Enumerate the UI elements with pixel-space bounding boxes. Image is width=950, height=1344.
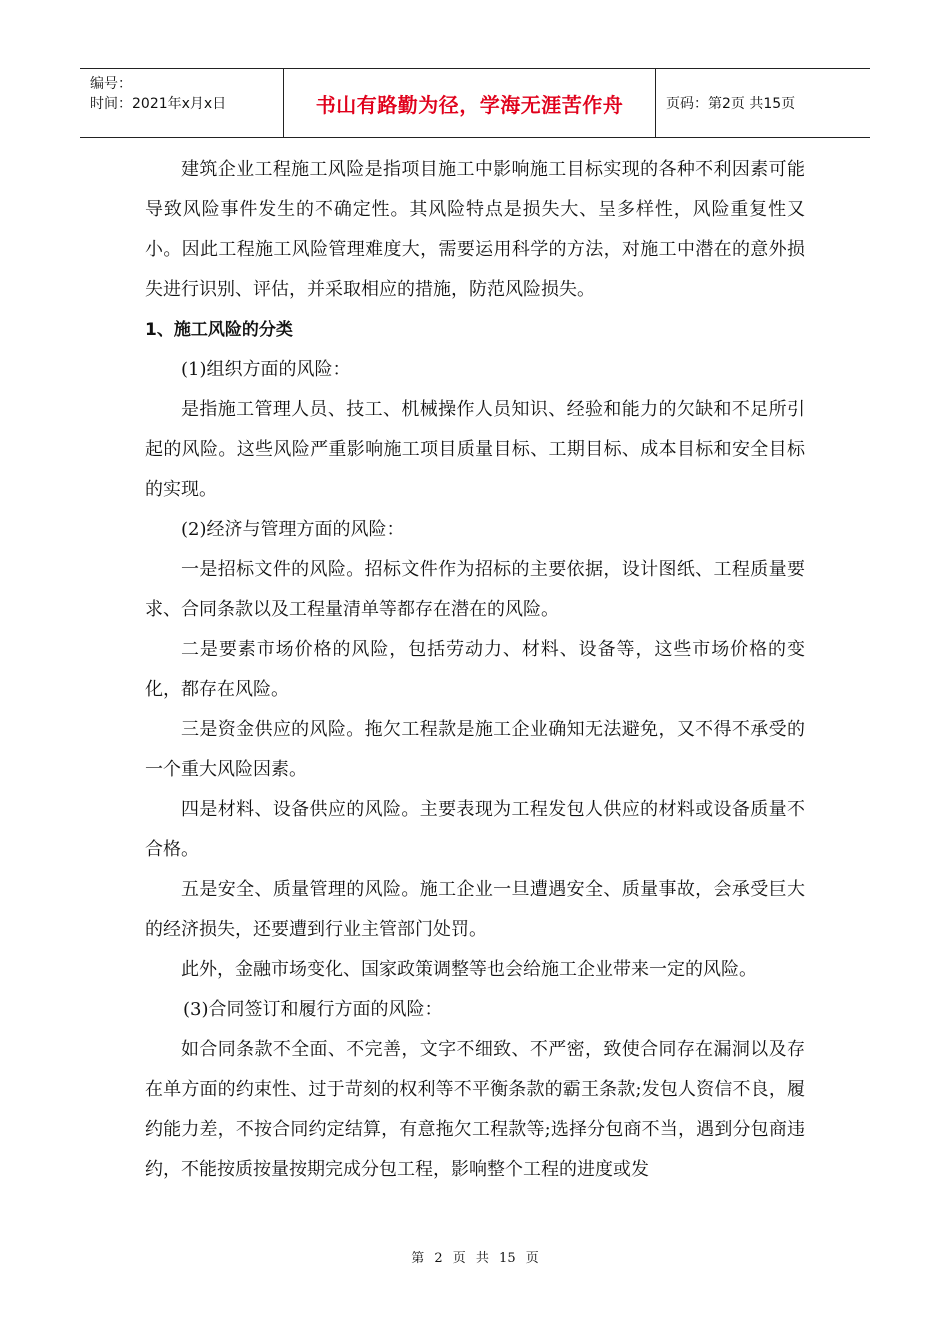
header-page-info: 页码：第2页 共15页 [666,96,796,112]
page-footer: 第 2 页 共 15 页 [411,1251,539,1266]
paragraph-other-risk: 此外，金融市场变化、国家政策调整等也会给施工企业带来一定的风险。 [181,959,757,980]
paragraph-tender-risk: 一是招标文件的风险。招标文件作为招标的主要依据，设计图纸、工程质量要求、合同条款以及工程量清单等都存在潜在的风险。 [145,559,805,620]
header-motto: 书山有路勤为径，学海无涯苦作舟 [315,92,624,117]
paragraph-contract-risk: 如合同条款不全面、不完善，文字不细致、不严密，致使合同存在漏洞以及存在单方面的约束性、过于苛刻的权利等不平衡条款的霸王条款;发包人资信不良，履约能力差，不按合同约定结算，有意拖欠工程款等;选择分包商不当，遇到分包商违约，不能按质按量按期完成分包工程，影响整个工程的进度或发 [145,1039,805,1180]
header-page-cell [656,69,870,137]
header-meta [80,69,283,137]
header-motto-cell [283,69,656,137]
paragraph-material-risk: 四是材料、设备供应的风险。主要表现为工程发包人供应的材料或设备质量不合格。 [145,799,805,860]
paragraph-intro: 建筑企业工程施工风险是指项目施工中影响施工目标实现的各种不利因素可能导致风险事件发生的不确定性。其风险特点是损失大、呈多样性，风险重复性又小。因此工程施工风险管理难度大，需要运用科学的方法，对施工中潜在的意外损失进行识别、评估，并采取相应的措施，防范风险损失。 [145,159,805,300]
subheading-economic-risk: (2)经济与管理方面的风险： [181,519,405,540]
document-number-label: 编号： [90,76,132,92]
document-body [145,150,805,1190]
paragraph-funding-risk: 三是资金供应的风险。拖欠工程款是施工企业确知无法避免，又不得不承受的一个重大风险因素。 [145,719,805,780]
section-heading: 1、施工风险的分类 [145,320,293,340]
paragraph-market-price-risk: 二是要素市场价格的风险，包括劳动力、材料、设备等，这些市场价格的变化，都存在风险。 [145,639,805,700]
paragraph-safety-quality-risk: 五是安全、质量管理的风险。施工企业一旦遭遇安全、质量事故，会承受巨大的经济损失，还要遭到行业主管部门处罚。 [145,879,805,940]
subheading-contract-risk: (3)合同签订和履行方面的风险： [183,999,443,1020]
paragraph-organization-risk: 是指施工管理人员、技工、机械操作人员知识、经验和能力的欠缺和不足所引起的风险。这些风险严重影响施工项目质量目标、工期目标、成本目标和安全目标的实现。 [145,399,805,500]
document-date: 时间：2021年x月x日 [90,96,227,112]
subheading-organization-risk: (1)组织方面的风险： [181,359,351,380]
document-header [80,68,870,138]
